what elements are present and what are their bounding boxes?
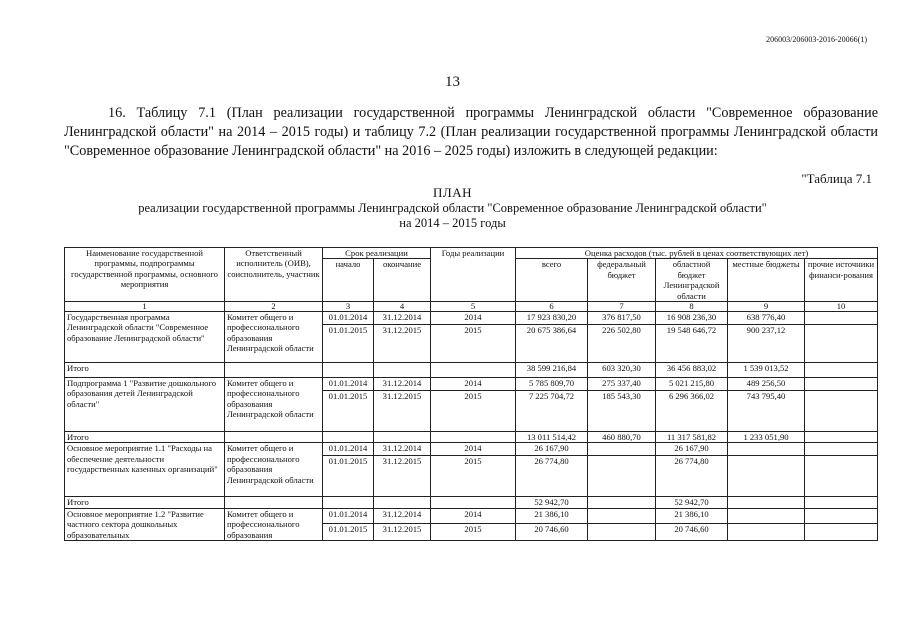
cell-regional: 5 021 215,80 [656,378,728,391]
row-name: Подпрограмма 1 "Развитие дошкольного образования детей Ленинградской области" [65,378,225,432]
cell-federal: 603 320,30 [588,363,656,378]
cell-year: 2015 [431,325,516,363]
cell-total: 20 675 386,64 [516,325,588,363]
row-executor: Комитет общего и профессионального образования Ленинградской области [225,312,323,363]
cell-end: 31.12.2014 [374,312,431,325]
cell-federal [588,443,656,456]
itogo-label: Итого [65,363,225,378]
cell-regional: 26 167,90 [656,443,728,456]
cell-regional: 16 908 236,30 [656,312,728,325]
cell-federal: 226 502,80 [588,325,656,363]
cell-start: 01.01.2015 [323,391,374,432]
cell-end: 31.12.2015 [374,523,431,540]
cell-total: 26 167,90 [516,443,588,456]
cell-year: 2014 [431,378,516,391]
header-executor: Ответственный исполнитель (ОИВ), соисполнитель, участник [225,248,323,302]
column-number: 9 [728,302,805,312]
header-local: местные бюджеты [728,259,805,302]
header-federal: федеральный бюджет [588,259,656,302]
header-start: начало [323,259,374,302]
cell-local: 638 776,40 [728,312,805,325]
cell-federal: 185 543,30 [588,391,656,432]
header-years: Годы реализации [431,248,516,302]
cell-federal: 376 817,50 [588,312,656,325]
cell-start: 01.01.2014 [323,312,374,325]
row-executor: Комитет общего и профессионального образования Ленинградской области [225,378,323,432]
cell-federal [588,456,656,497]
table-row [65,508,878,523]
header-period: Срок реализации [323,248,431,259]
cell-end: 31.12.2014 [374,378,431,391]
column-number: 4 [374,302,431,312]
cell-local [728,456,805,497]
row-name: Основное мероприятие 1.1 "Расходы на обеспечение деятельности государственных казенных организаций" [65,443,225,497]
cell-regional: 11 317 581,82 [656,432,728,443]
header-total: всего [516,259,588,302]
itogo-label: Итого [65,497,225,508]
itogo-row [65,363,878,378]
cell-start: 01.01.2015 [323,523,374,540]
header-regional: областной бюджет Ленинградской области [656,259,728,302]
cell-federal [588,523,656,540]
cell-total: 7 225 704,72 [516,391,588,432]
header-other: прочие источники финанси-рования [805,259,878,302]
cell-total: 17 923 830,20 [516,312,588,325]
cell-other [805,432,878,443]
header-end: окончание [374,259,431,302]
plan-period: на 2014 – 2015 годы [399,216,506,230]
cell-year: 2015 [431,523,516,540]
cell-local [728,523,805,540]
cell-start: 01.01.2015 [323,325,374,363]
cell-local: 1 539 013,52 [728,363,805,378]
cell-other [805,456,878,497]
cell-start: 01.01.2014 [323,508,374,523]
column-number: 7 [588,302,656,312]
row-name: Государственная программа Ленинградской области "Современное образование Ленинградской области" [65,312,225,363]
cell-regional: 20 746,60 [656,523,728,540]
cell-start: 01.01.2014 [323,378,374,391]
cell-other [805,312,878,325]
cell-year: 2014 [431,443,516,456]
cell-total: 21 386,10 [516,508,588,523]
table-row [65,378,878,391]
cell-federal: 460 880,70 [588,432,656,443]
cell-local [728,443,805,456]
cell-year: 2014 [431,508,516,523]
table-label: "Таблица 7.1 [801,171,872,186]
row-executor: Комитет общего и профессионального образования Ленинградской области [225,443,323,497]
cell-end: 31.12.2015 [374,391,431,432]
cell-year: 2014 [431,312,516,325]
cell-federal [588,497,656,508]
cell-other [805,497,878,508]
cell-total: 38 599 216,84 [516,363,588,378]
cell-federal: 275 337,40 [588,378,656,391]
column-number: 3 [323,302,374,312]
cell-regional: 19 548 646,72 [656,325,728,363]
cell-year: 2015 [431,456,516,497]
itogo-row [65,497,878,508]
column-number: 6 [516,302,588,312]
column-number: 10 [805,302,878,312]
cell-total: 13 011 514,42 [516,432,588,443]
cell-end: 31.12.2014 [374,508,431,523]
cell-end: 31.12.2015 [374,325,431,363]
cell-local: 1 233 051,90 [728,432,805,443]
header-name: Наименование государственной программы, подпрограммы государственной программы, основного мероприятия [65,248,225,302]
cell-other [805,325,878,363]
plan-subtitle: реализации государственной программы Ленинградской области "Современное образование Ленинградской области" [138,201,767,215]
cell-start: 01.01.2015 [323,456,374,497]
cell-other [805,378,878,391]
cell-total: 26 774,80 [516,456,588,497]
cell-local: 900 237,12 [728,325,805,363]
cell-other [805,391,878,432]
plan-table [64,247,878,541]
cell-total: 20 746,60 [516,523,588,540]
cell-regional: 36 456 883,02 [656,363,728,378]
row-name: Основное мероприятие 1.2 "Развитие частного сектора дошкольных образовательных [65,508,225,540]
amendment-paragraph: 16. Таблицу 7.1 (План реализации государственной программы Ленинградской области "Современное образование Ленинградской области" на 2014 – 2015 годы) и таблицу 7.2 (План реализации государственной программы Ленинградской области "Современное образование Ленинградской области" на 2016 – 2025 годы) изложить в следующей редакции: [64,105,878,159]
column-number: 2 [225,302,323,312]
page-number: 13 [445,74,460,90]
cell-other [805,363,878,378]
column-number: 1 [65,302,225,312]
itogo-label: Итого [65,432,225,443]
cell-total: 5 785 809,70 [516,378,588,391]
table-row [65,312,878,325]
cell-local: 489 256,50 [728,378,805,391]
cell-end: 31.12.2015 [374,456,431,497]
plan-title: ПЛАН [433,185,472,200]
column-number: 8 [656,302,728,312]
row-executor: Комитет общего и профессионального образования [225,508,323,540]
cell-regional: 6 296 366,02 [656,391,728,432]
cell-start: 01.01.2014 [323,443,374,456]
cell-regional: 21 386,10 [656,508,728,523]
document-id: 206003/206003-2016-20066(1) [766,35,867,44]
cell-other [805,523,878,540]
cell-federal [588,508,656,523]
itogo-row [65,432,878,443]
cell-local [728,508,805,523]
cell-regional: 26 774,80 [656,456,728,497]
header-estimate: Оценка расходов (тыс. рублей в ценах соответствующих лет) [516,248,878,259]
cell-other [805,443,878,456]
cell-local [728,497,805,508]
cell-regional: 52 942,70 [656,497,728,508]
column-number-row [65,302,878,312]
cell-year: 2015 [431,391,516,432]
table-row [65,443,878,456]
cell-end: 31.12.2014 [374,443,431,456]
cell-other [805,508,878,523]
cell-total: 52 942,70 [516,497,588,508]
column-number: 5 [431,302,516,312]
cell-local: 743 795,40 [728,391,805,432]
